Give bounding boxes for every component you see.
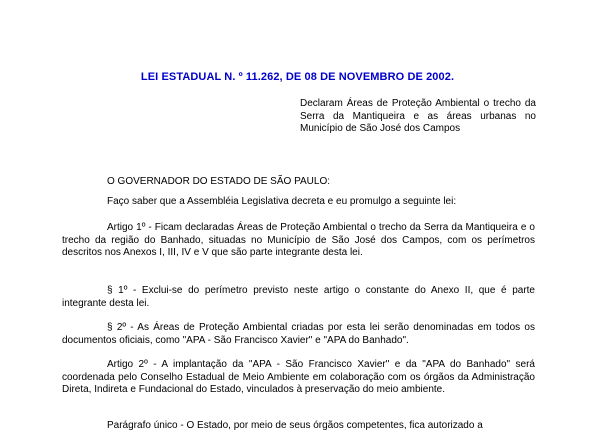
article-2: Artigo 2º - A implantação da "APA - São Francisco Xavier" e da "APA do Banhado" será coordenada pelo Conselho Estadual de Meio Ambiente em colaboração com os órgãos da Administração Direta, Indireta e Fundacional do Estado, vinculados à preservação do meio ambiente. xyxy=(62,359,535,395)
article-1-paragraph-1: § 1º - Exclui-se do perímetro previsto neste artigo o constante do Anexo II, que é parte integrante desta lei. xyxy=(62,285,535,309)
article-1: Artigo 1º - Ficam declaradas Áreas de Proteção Ambiental o trecho da Serra da Mantiqueira e o trecho da região do Banhado, situadas no Município de São José dos Campos, com os perímetros descritos nos Anexos I, III, IV e V que são parte integrante desta lei. xyxy=(62,222,535,258)
law-summary: Declaram Áreas de Proteção Ambiental o trecho da Serra da Mantiqueira e as áreas urbanas no Município de São José dos Campos xyxy=(300,98,536,134)
governor-heading: O GOVERNADOR DO ESTADO DE SÃO PAULO: xyxy=(107,176,331,187)
law-title: LEI ESTADUAL N. º 11.262, DE 08 DE NOVEMBRO DE 2002. xyxy=(140,71,455,83)
article-2-sole-paragraph: Parágrafo único - O Estado, por meio de seus órgãos competentes, fica autorizado a xyxy=(107,420,483,430)
article-1-paragraph-2: § 2º - As Áreas de Proteção Ambiental criadas por esta lei serão denominadas em todos os documentos oficiais, como "APA - São Francisco Xavier" e "APA do Banhado". xyxy=(62,322,535,346)
enactment-clause: Faço saber que a Assembléia Legislativa decreta e eu promulgo a seguinte lei: xyxy=(107,196,457,207)
